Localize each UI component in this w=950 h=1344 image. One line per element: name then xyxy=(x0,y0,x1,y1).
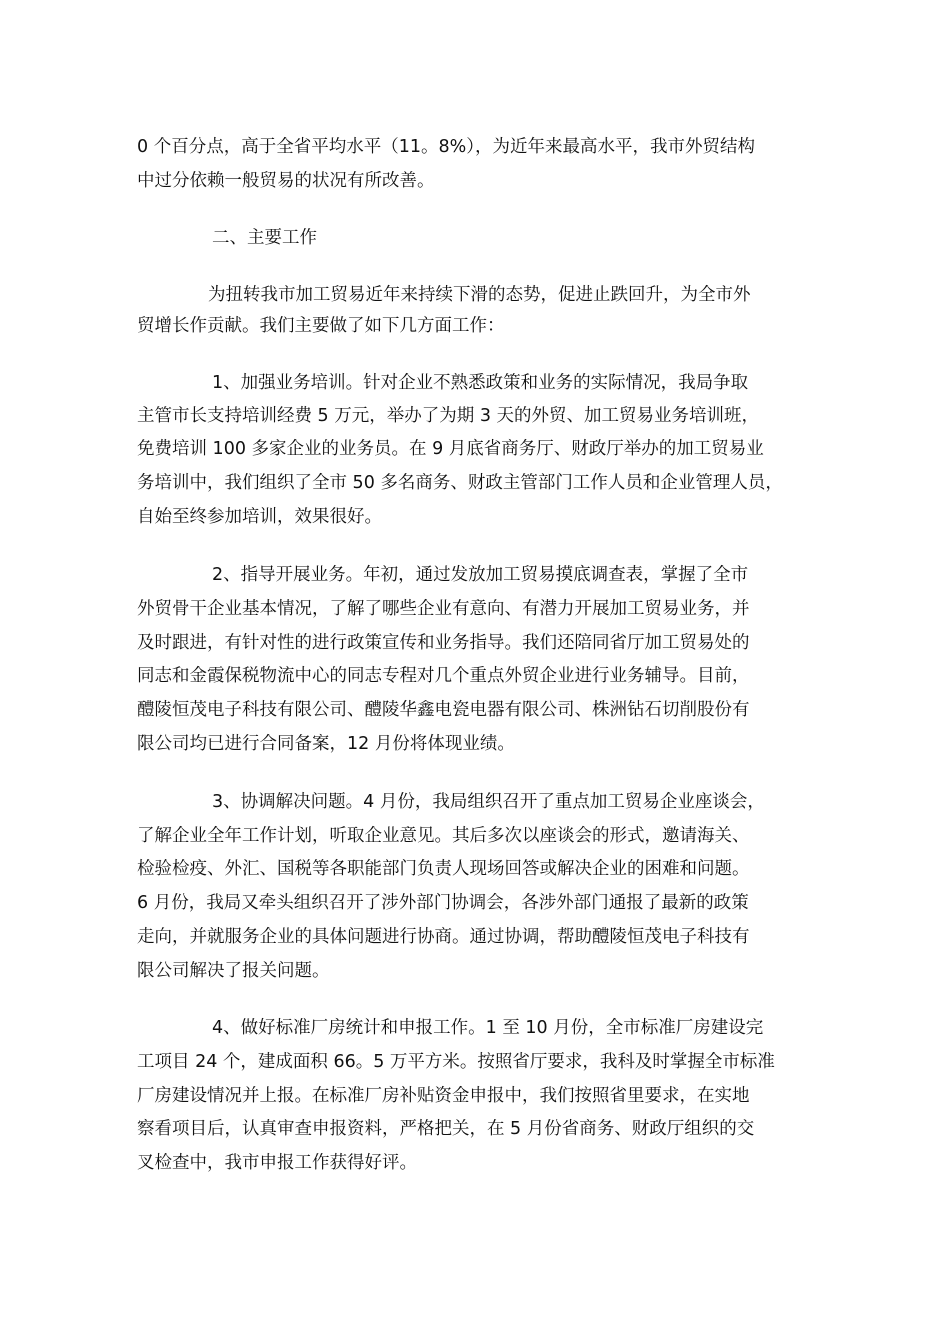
text-line: 免费培训 100 多家企业的业务员。在 9 月底省商务厅、财政厅举办的加工贸易业 xyxy=(137,439,764,459)
text-line: 醴陵恒茂电子科技有限公司、醴陵华鑫电瓷电器有限公司、株洲钻石切削股份有 xyxy=(137,700,750,720)
text-line: 1、加强业务培训。针对企业不熟悉政策和业务的实际情况，我局争取 xyxy=(212,373,749,393)
text-line: 贸增长作贡献。我们主要做了如下几方面工作： xyxy=(137,316,505,336)
text-line: 限公司均已进行合同备案，12 月份将体现业绩。 xyxy=(137,734,515,754)
text-line: 工项目 24 个，建成面积 66。5 万平方米。按照省厅要求，我科及时掌握全市标准 xyxy=(137,1052,775,1072)
text-line: 为扭转我市加工贸易近年来持续下滑的态势，促进止跌回升，为全市外 xyxy=(208,285,751,305)
text-line: 中过分依赖一般贸易的状况有所改善。 xyxy=(137,171,435,191)
text-line: 务培训中，我们组织了全市 50 多名商务、财政主管部门工作人员和企业管理人员， xyxy=(137,473,783,493)
text-line: 外贸骨干企业基本情况，了解了哪些企业有意向、有潜力开展加工贸易业务，并 xyxy=(137,599,750,619)
text-line: 限公司解决了报关问题。 xyxy=(137,961,330,981)
text-line: 了解企业全年工作计划，听取企业意见。其后多次以座谈会的形式，邀请海关、 xyxy=(137,826,750,846)
text-line: 3、协调解决问题。4 月份，我局组织召开了重点加工贸易企业座谈会， xyxy=(212,792,765,812)
text-line: 检验检疫、外汇、国税等各职能部门负责人现场回答或解决企业的困难和问题。 xyxy=(137,859,750,879)
text-line: 主管市长支持培训经费 5 万元，举办了为期 3 天的外贸、加工贸易业务培训班， xyxy=(137,406,760,426)
text-line: 2、指导开展业务。年初，通过发放加工贸易摸底调查表，掌握了全市 xyxy=(212,565,749,585)
section-heading: 二、主要工作 xyxy=(212,228,317,248)
text-line: 同志和金霞保税物流中心的同志专程对几个重点外贸企业进行业务辅导。目前， xyxy=(137,666,750,686)
text-line: 6 月份，我局又牵头组织召开了涉外部门协调会，各涉外部门通报了最新的政策 xyxy=(137,893,749,913)
text-line: 及时跟进，有针对性的进行政策宣传和业务指导。我们还陪同省厅加工贸易处的 xyxy=(137,633,750,653)
text-line: 厂房建设情况并上报。在标准厂房补贴资金申报中，我们按照省里要求，在实地 xyxy=(137,1086,750,1106)
text-line: 0 个百分点，高于全省平均水平（11。8%），为近年来最高水平，我市外贸结构 xyxy=(137,137,755,157)
text-line: 自始至终参加培训，效果很好。 xyxy=(137,507,382,527)
text-line: 4、做好标准厂房统计和申报工作。1 至 10 月份，全市标准厂房建设完 xyxy=(212,1018,764,1038)
text-line: 走向，并就服务企业的具体问题进行协商。通过协调，帮助醴陵恒茂电子科技有 xyxy=(137,927,750,947)
text-line: 察看项目后，认真审查申报资料，严格把关，在 5 月份省商务、财政厅组织的交 xyxy=(137,1119,755,1139)
text-line: 叉检查中，我市申报工作获得好评。 xyxy=(137,1153,417,1173)
